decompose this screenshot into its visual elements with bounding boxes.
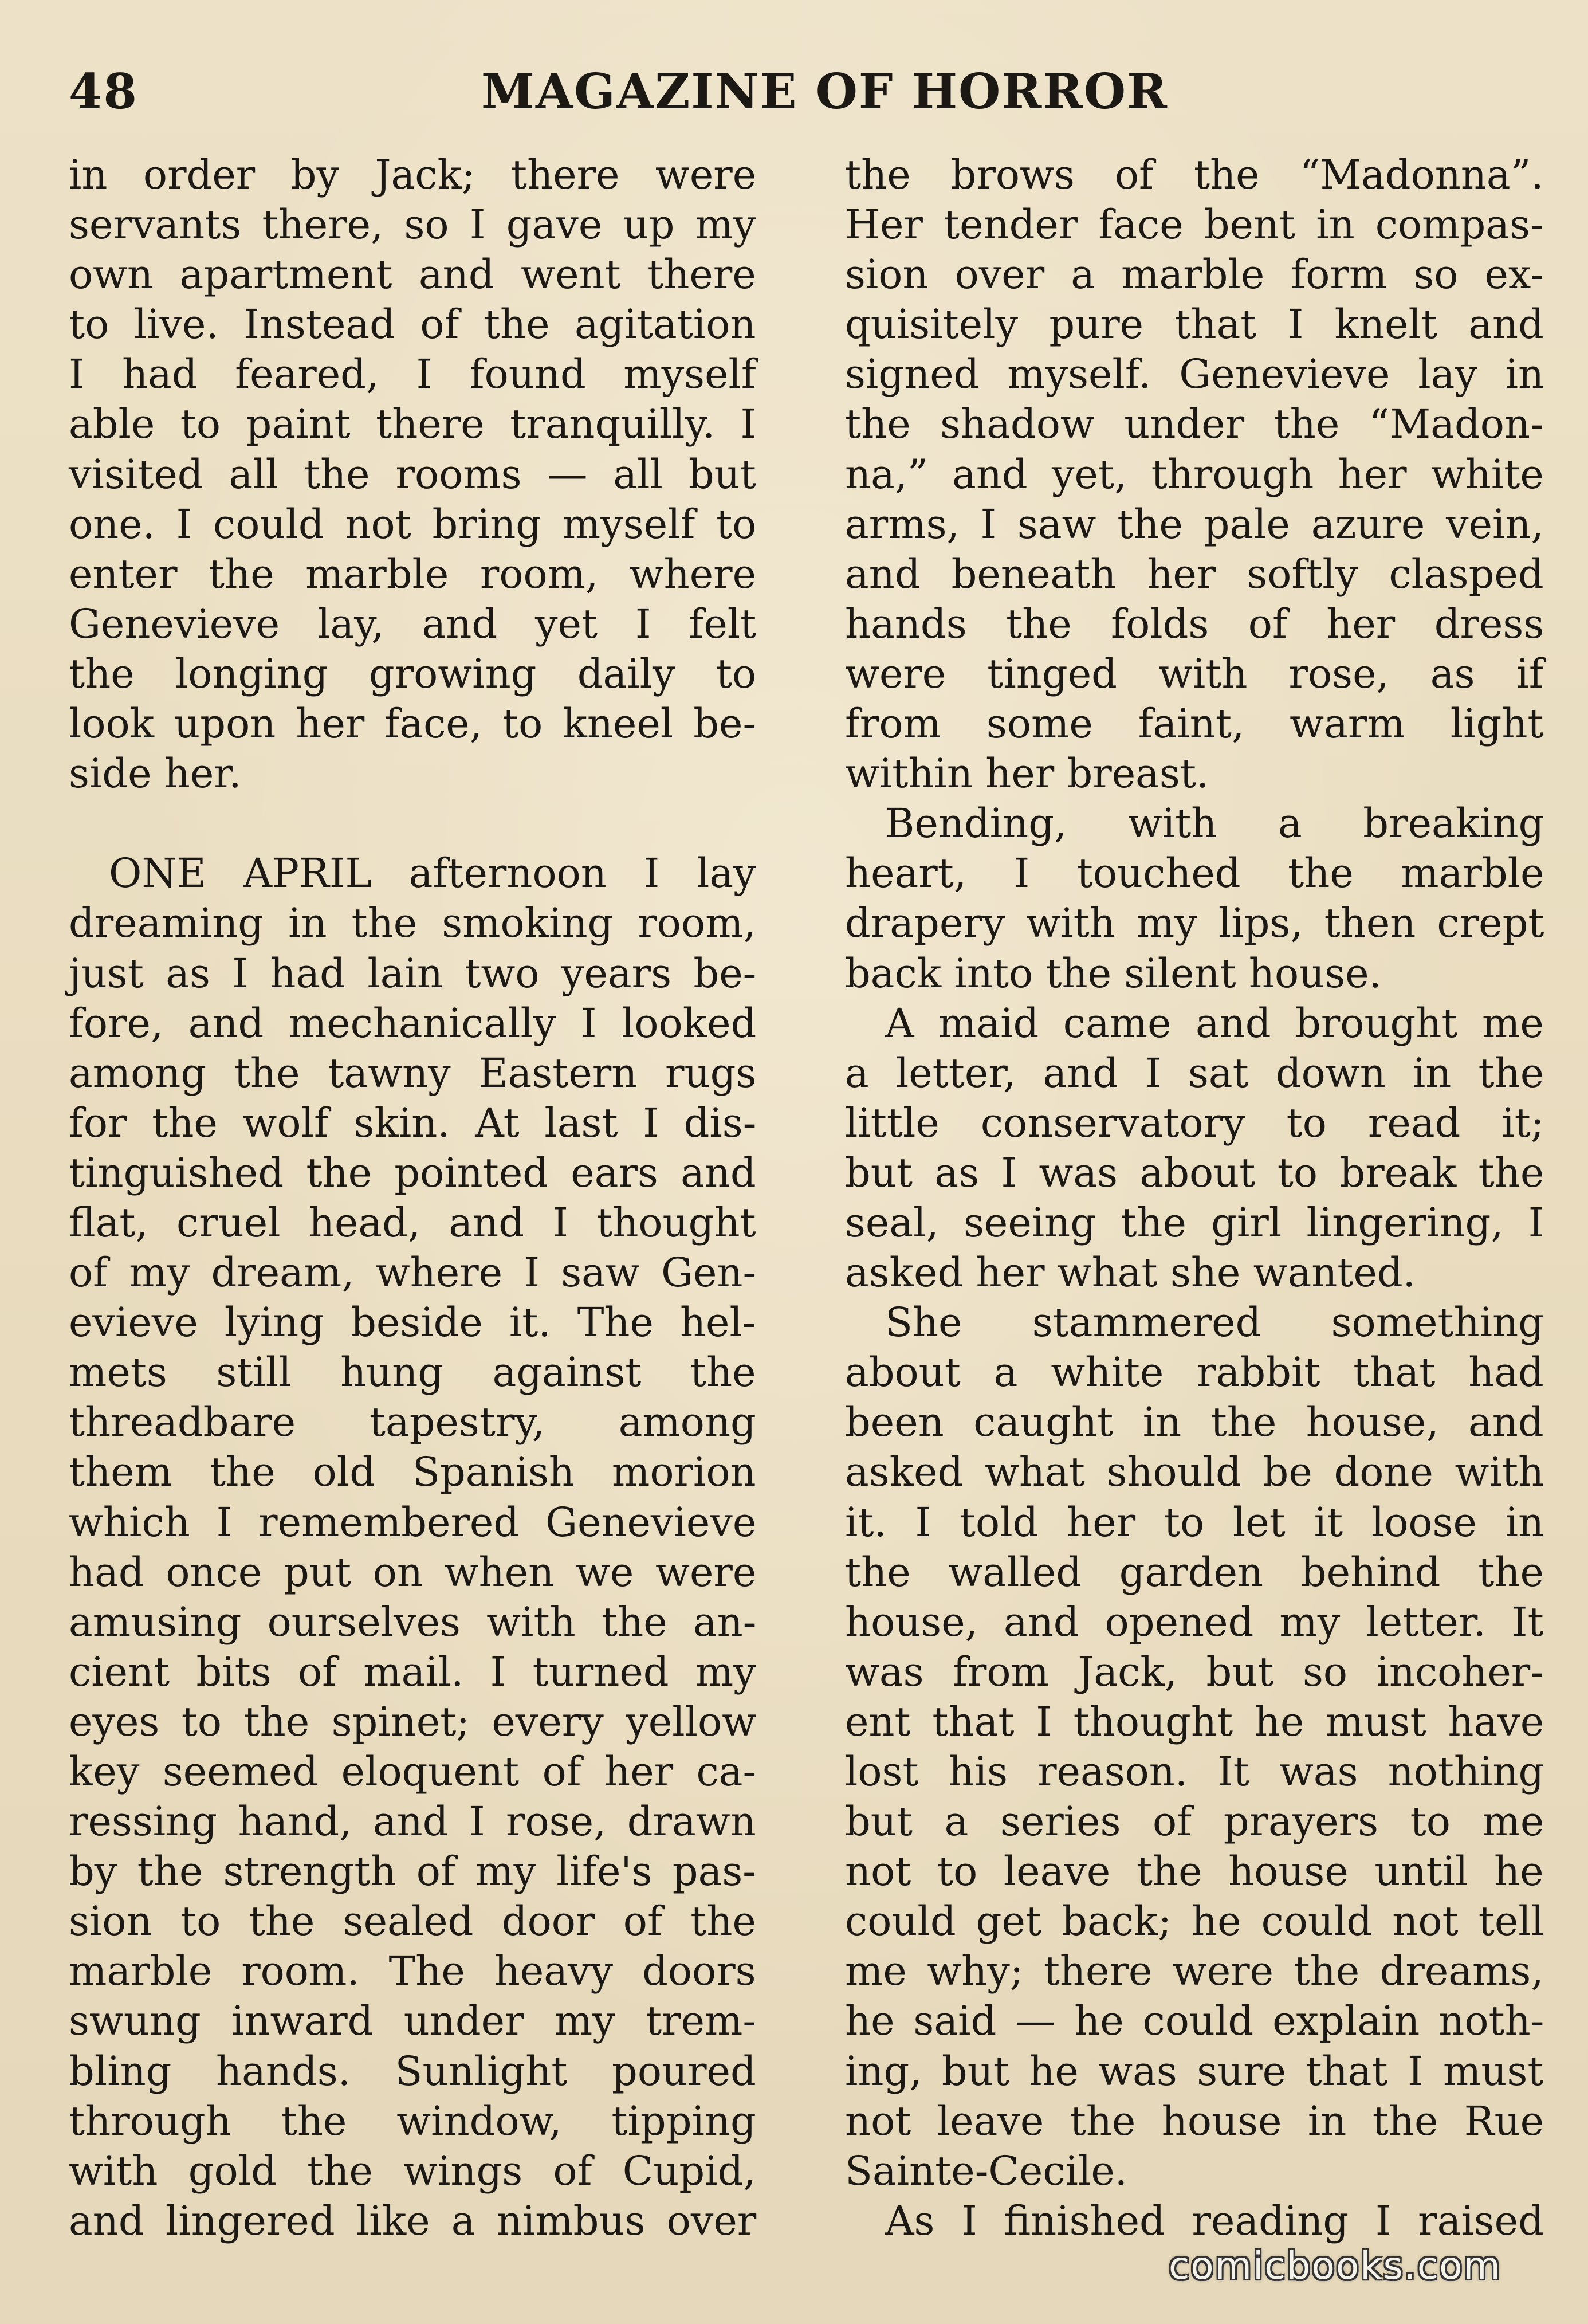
text-line: for the wolf skin. At last I dis- bbox=[69, 1099, 757, 1147]
text-line: within her breast. bbox=[845, 750, 1209, 798]
text-line: threadbare tapestry, among bbox=[69, 1399, 756, 1446]
text-line: could get back; he could not tell bbox=[845, 1898, 1544, 1945]
text-line: Sainte-Cecile. bbox=[845, 2147, 1128, 2195]
text-line: through the window, tipping bbox=[69, 2097, 756, 2145]
text-line: cient bits of mail. I turned my bbox=[69, 1648, 756, 1695]
text-line: ent that I thought he must have bbox=[845, 1698, 1544, 1745]
text-line: me why; there were the dreams, bbox=[845, 1948, 1544, 1995]
text-line: back into the silent house. bbox=[845, 949, 1382, 997]
text-line: by the strength of my life's pas- bbox=[69, 1848, 756, 1895]
text-line: enter the marble room, where bbox=[69, 550, 757, 598]
text-line: them the old Spanish morion bbox=[69, 1448, 756, 1496]
running-head bbox=[69, 54, 1544, 129]
text-line: lost his reason. It was nothing bbox=[845, 1748, 1544, 1795]
text-line: side her. bbox=[69, 750, 242, 798]
text-line: a letter, and I sat down in the bbox=[845, 1049, 1544, 1097]
text-line: swung inward under my trem- bbox=[69, 1997, 757, 2045]
left-column bbox=[69, 150, 756, 2246]
text-line: had once put on when we were bbox=[69, 1548, 757, 1596]
text-line: marble room. The heavy doors bbox=[69, 1948, 756, 1995]
text-line: dreaming in the smoking room, bbox=[69, 900, 756, 947]
text-line: evieve lying beside it. The hel- bbox=[69, 1299, 756, 1346]
paragraph-gap bbox=[69, 799, 756, 849]
text-line: sion over a marble form so ex- bbox=[845, 251, 1544, 299]
text-line: been caught in the house, and bbox=[845, 1399, 1544, 1446]
text-line: She stammered something bbox=[885, 1299, 1544, 1346]
text-line: which I remembered Genevieve bbox=[69, 1498, 757, 1546]
text-line: ressing hand, and I rose, drawn bbox=[69, 1798, 756, 1846]
magazine-title: MAGAZINE OF HORROR bbox=[481, 63, 1168, 120]
text-line: sion to the sealed door of the bbox=[69, 1898, 756, 1945]
text-line: drapery with my lips, then crept bbox=[845, 900, 1544, 947]
text-line: As I finished reading I raised bbox=[885, 2197, 1544, 2244]
text-line: key seemed eloquent of her ca- bbox=[69, 1748, 757, 1795]
text-line: bling hands. Sunlight poured bbox=[69, 2047, 756, 2095]
text-line: tinguished the pointed ears and bbox=[69, 1149, 756, 1196]
text-line: eyes to the spinet; every yellow bbox=[69, 1698, 757, 1745]
text-line: look upon her face, to kneel be- bbox=[69, 700, 757, 748]
text-line: to live. Instead of the agitation bbox=[69, 301, 756, 348]
right-column bbox=[845, 150, 1544, 2246]
text-line: able to paint there tranquilly. I bbox=[69, 401, 757, 448]
text-line: was from Jack, but so incoher- bbox=[845, 1648, 1544, 1695]
text-line: amusing ourselves with the an- bbox=[69, 1598, 757, 1646]
text-line: fore, and mechanically I looked bbox=[69, 999, 757, 1047]
text-line: Bending, with a breaking bbox=[885, 800, 1544, 847]
text-line: about a white rabbit that had bbox=[845, 1349, 1544, 1396]
text-line: mets still hung against the bbox=[69, 1349, 756, 1396]
text-line: he said — he could explain noth- bbox=[845, 1997, 1544, 2045]
text-line: quisitely pure that I knelt and bbox=[845, 301, 1544, 348]
page-number: 48 bbox=[69, 63, 138, 120]
text-line: asked her what she wanted. bbox=[845, 1249, 1416, 1297]
text-line: of my dream, where I saw Gen- bbox=[69, 1249, 757, 1297]
text-line: A maid came and brought me bbox=[885, 999, 1544, 1047]
text-line: I had feared, I found myself bbox=[69, 351, 756, 398]
text-line: just as I had lain two years be- bbox=[69, 949, 757, 997]
text-line: were tinged with rose, as if bbox=[845, 650, 1544, 697]
text-line: heart, I touched the marble bbox=[845, 850, 1544, 897]
watermark-text: comicbooks.com bbox=[1169, 2244, 1501, 2288]
text-line: not leave the house in the Rue bbox=[845, 2097, 1544, 2145]
text-line: and lingered like a nimbus over bbox=[69, 2197, 757, 2244]
text-line: the walled garden behind the bbox=[845, 1548, 1544, 1596]
text-line: ing, but he was sure that I must bbox=[845, 2047, 1544, 2095]
text-line: but a series of prayers to me bbox=[845, 1798, 1544, 1846]
text-line: one. I could not bring myself to bbox=[69, 500, 757, 548]
text-line: the longing growing daily to bbox=[69, 650, 757, 697]
text-line: arms, I saw the pale azure vein, bbox=[845, 500, 1544, 548]
text-line: Her tender face bent in compas- bbox=[845, 201, 1544, 249]
text-line: servants there, so I gave up my bbox=[69, 201, 756, 249]
text-line: in order by Jack; there were bbox=[69, 151, 757, 198]
text-line: but as I was about to break the bbox=[845, 1149, 1544, 1196]
text-line: own apartment and went there bbox=[69, 251, 756, 299]
text-line: from some faint, warm light bbox=[845, 700, 1544, 748]
text-line: the brows of the “Madonna”. bbox=[845, 151, 1544, 198]
text-line: among the tawny Eastern rugs bbox=[69, 1049, 757, 1097]
text-line: it. I told her to let it loose in bbox=[845, 1498, 1544, 1546]
text-line: little conservatory to read it; bbox=[845, 1099, 1544, 1147]
text-line: visited all the rooms — all but bbox=[69, 450, 756, 498]
text-line: Genevieve lay, and yet I felt bbox=[69, 600, 757, 647]
text-line: asked what should be done with bbox=[845, 1448, 1544, 1496]
text-line: the shadow under the “Madon- bbox=[845, 401, 1544, 448]
text-line: hands the folds of her dress bbox=[845, 600, 1544, 647]
text-line: house, and opened my letter. It bbox=[845, 1598, 1544, 1646]
text-line: with gold the wings of Cupid, bbox=[69, 2147, 756, 2195]
text-line: ONE APRIL afternoon I lay bbox=[109, 850, 756, 897]
text-line: seal, seeing the girl lingering, I bbox=[845, 1199, 1544, 1246]
text-line: na,” and yet, through her white bbox=[845, 450, 1544, 498]
text-line: and beneath her softly clasped bbox=[845, 550, 1544, 598]
text-line: not to leave the house until he bbox=[845, 1848, 1544, 1895]
text-line: signed myself. Genevieve lay in bbox=[845, 351, 1544, 398]
text-line: flat, cruel head, and I thought bbox=[69, 1199, 756, 1246]
